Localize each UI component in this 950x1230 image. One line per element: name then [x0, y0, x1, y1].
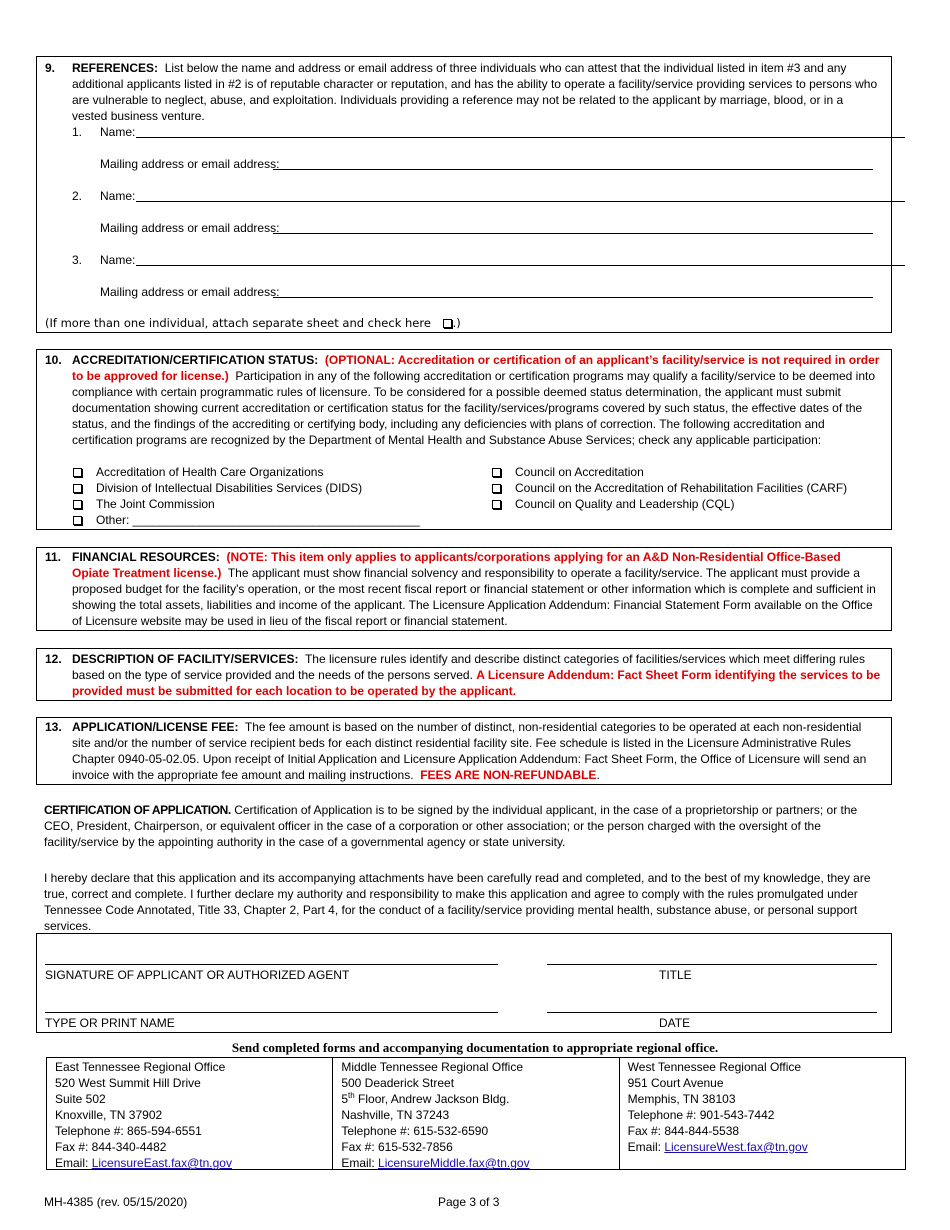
note: (NOTE: This item only applies to applicants/corporations applying for an A&D Non-Residential Office-Based Opiate Treatment license.) — [72, 550, 841, 580]
note: A Licensure Addendum: Fact Sheet Form identifying the services to be provided must be submitted for each location to be operated by the applicant. — [72, 668, 881, 698]
section-financial — [36, 547, 892, 631]
option-cql[interactable]: Council on Quality and Leadership (CQL) — [492, 496, 734, 512]
reference-2-address-input[interactable] — [273, 220, 873, 234]
reference-1-name-row: 1. Name: — [72, 124, 882, 140]
section-description: The applicant must show financial solvency and responsibility to operate a facility/service. The applicant must provide a proposed budget for the facility's operation, or the most recent fiscal report or financial statement or other information which is complete and sufficient in showing the total assets, liabilities and income of the applicant. The Licensure Application Addendum: Financial Statement Form available on the Office of Licensure website may be used in lieu of the fiscal report or financial statement. — [72, 566, 876, 628]
section-number: 13. — [45, 720, 62, 734]
title-input[interactable] — [547, 964, 877, 965]
reference-1-name-input[interactable] — [136, 124, 905, 138]
email-link-west[interactable]: LicensureWest.fax@tn.gov — [664, 1140, 808, 1154]
section-title: REFERENCES: — [72, 61, 159, 75]
section-accreditation — [36, 349, 892, 530]
section-number: 12. — [45, 652, 62, 666]
email-link-east[interactable]: LicensureEast.fax@tn.gov — [91, 1156, 232, 1170]
signature-box — [36, 933, 892, 1033]
section-description-text: The licensure rules identify and describe distinct categories of facilities/services which meet differing rules based on the type of service provided and the needs of the persons served. — [72, 652, 865, 682]
date-label: DATE — [659, 1016, 691, 1030]
title-label: TITLE — [659, 968, 692, 982]
section-title: ACCREDITATION/CERTIFICATION STATUS: — [72, 353, 319, 367]
regional-offices-table — [46, 1057, 906, 1170]
section-text — [72, 60, 881, 124]
optional-note: (OPTIONAL: Accreditation or certification of an applicant’s facility/service is not required in order to be approved for license.) — [72, 353, 880, 383]
declaration-paragraph: I hereby declare that this application and its accompanying attachments have been carefully read and completed, and to the best of my knowledge, they are true, correct and complete. I further declare my authority and responsibility to make this application and agree to comply with the rules promulgated under Tennessee Code Annotated, Title 33, Chapter 2, Part 4, for the conduct of a facility/service providing mental health, substance abuse, or personal support services. — [44, 871, 871, 933]
reference-2-address-row: Mailing address or email address: — [100, 220, 910, 236]
section-number: 10. — [45, 353, 62, 367]
checkbox-icon[interactable] — [73, 500, 82, 509]
reference-3-name-row: 3. Name: — [72, 252, 882, 268]
reference-3-address-input[interactable] — [273, 284, 873, 298]
checkbox-icon[interactable] — [73, 516, 82, 525]
section-text — [72, 651, 881, 699]
reference-1-address-input[interactable] — [273, 156, 873, 170]
certification-title: CERTIFICATION OF APPLICATION. — [44, 803, 231, 817]
section-title: FINANCIAL RESOURCES: — [72, 550, 220, 564]
date-input[interactable] — [547, 1012, 877, 1013]
section-description: List below the name and address or email address of three individuals who can attest that the individual listed in item #3 and any additional applicants listed in #2 is of reputable character or reputation, and has the ability to operate a facility/service providing services to persons who are vulnerable to neglect, abuse, and exploitation. Individuals providing a reference may not be related to the applicant by marriage, blood, or in a vested business venture. — [72, 61, 878, 123]
print-name-label: TYPE OR PRINT NAME — [45, 1016, 175, 1030]
non-refundable-note: FEES ARE NON-REFUNDABLE — [420, 768, 597, 782]
section-references — [36, 56, 892, 333]
checkbox-icon[interactable] — [492, 500, 501, 509]
certification-paragraph: CERTIFICATION OF APPLICATION. Certification of Application is to be signed by the individual applicant, in the case of a proprietorship or partners; or the CEO, President, Chairperson, or equivalent officer in the case of a corporation or other association; or the person charged with the oversight of the facility/service by the appointing authority in the case of a governmental agency or state university. — [44, 803, 858, 849]
reference-3-name-input[interactable] — [136, 252, 905, 266]
section-description: Participation in any of the following accreditation or certification programs may qualify a facility/service to be deemed into compliance with certain programmatic rules of licensure. To be considered for a possible deemed status determination, the applicant must submit documentation showing current accreditation or certification status for the facility/services/programs covered by such status, the effective dates of the status, and the findings of the accrediting or certifying body, including any deficiencies with plans of correction. The following accreditation and certification programs are recognized by the Department of Mental Health and Substance Abuse Services; check any applicable participation: — [72, 369, 876, 447]
checkbox-icon[interactable] — [492, 468, 501, 477]
option-dids[interactable]: Division of Intellectual Disabilities Services (DIDS) — [73, 480, 362, 496]
section-title: APPLICATION/LICENSE FEE: — [72, 720, 239, 734]
more-references-checkbox[interactable] — [443, 319, 452, 328]
more-references-note: (If more than one individual, attach separate sheet and check here .) — [45, 316, 461, 330]
section-description: The fee amount is based on the number of distinct, non-residential categories to be operated at each non-residential site and/or the number of service recipient beds for each distinct residential facility site. Fee schedule is listed in the Licensure Administrative Rules Chapter 0940-05-02.05. Upon receipt of Initial Application and Licensure Application Addendum: Fact Sheet Form, the Office of Licensure will send an invoice with the appropriate fee amount and mailing instructions. — [72, 720, 867, 782]
checkbox-icon[interactable] — [73, 484, 82, 493]
reference-3-address-row: Mailing address or email address: — [100, 284, 910, 300]
section-number: 11. — [45, 550, 62, 564]
reference-2-name-row: 2. Name: — [72, 188, 882, 204]
checkbox-icon[interactable] — [492, 484, 501, 493]
option-carf[interactable]: Council on the Accreditation of Rehabilitation Facilities (CARF) — [492, 480, 847, 496]
section-title: DESCRIPTION OF FACILITY/SERVICES: — [72, 652, 299, 666]
signature-label: SIGNATURE OF APPLICANT OR AUTHORIZED AGENT — [45, 968, 350, 982]
checkbox-icon[interactable] — [73, 468, 82, 477]
section-description — [36, 648, 892, 701]
print-name-input[interactable] — [45, 1012, 498, 1013]
option-accreditation-health-care[interactable]: Accreditation of Health Care Organizations — [73, 464, 323, 480]
option-joint-commission[interactable]: The Joint Commission — [73, 496, 215, 512]
option-other[interactable]: Other: ___________________________________________ — [73, 512, 420, 528]
office-west: West Tennessee Regional Office 951 Court Avenue Memphis, TN 38103 Telephone #: 901-543-7442 Fax #: 844-844-5538 Email: LicensureWest.fax@tn.gov — [627, 1060, 808, 1154]
page-number: Page 3 of 3 — [438, 1195, 500, 1209]
send-instructions: Send completed forms and accompanying documentation to appropriate regional office. — [231, 1040, 719, 1055]
reference-2-name-input[interactable] — [136, 188, 905, 202]
section-text — [72, 549, 881, 629]
form-id: MH-4385 (rev. 05/15/2020) — [44, 1195, 188, 1209]
option-council-accreditation[interactable]: Council on Accreditation — [492, 464, 644, 480]
reference-1-address-row: Mailing address or email address: — [100, 156, 910, 172]
office-east: East Tennessee Regional Office 520 West Summit Hill Drive Suite 502 Knoxville, TN 37902 Telephone #: 865-594-6551 Fax #: 844-340-4482 Email: LicensureEast.fax@tn.gov — [47, 1058, 333, 1169]
section-fee — [36, 717, 892, 785]
section-text — [72, 352, 881, 448]
section-number: 9. — [45, 61, 56, 75]
section-text: APPLICATION/LICENSE FEE: The fee amount is based on the number of distinct, non-residential categories to be operated at each non-residential site and/or the number of service recipient beds for each distinct residential facility site. Fee schedule is listed in the Licensure Administrative Rules Chapter 0940-05-02.05. Upon receipt of Initial Application and Licensure Application Addendum: Fact Sheet Form, the Office of Licensure will send an invoice with the appropriate fee amount and mailing instructions. FEES ARE NON-REFUNDABLE. — [72, 720, 867, 782]
office-middle: Middle Tennessee Regional Office 500 Deaderick Street 5th Floor, Andrew Jackson Bldg. Nashville, TN 37243 Telephone #: 615-532-6590 Fax #: 615-532-7856 Email: LicensureMiddle.fax@tn.gov — [333, 1058, 619, 1169]
email-link-middle[interactable]: LicensureMiddle.fax@tn.gov — [378, 1156, 530, 1170]
signature-input[interactable] — [45, 964, 498, 965]
